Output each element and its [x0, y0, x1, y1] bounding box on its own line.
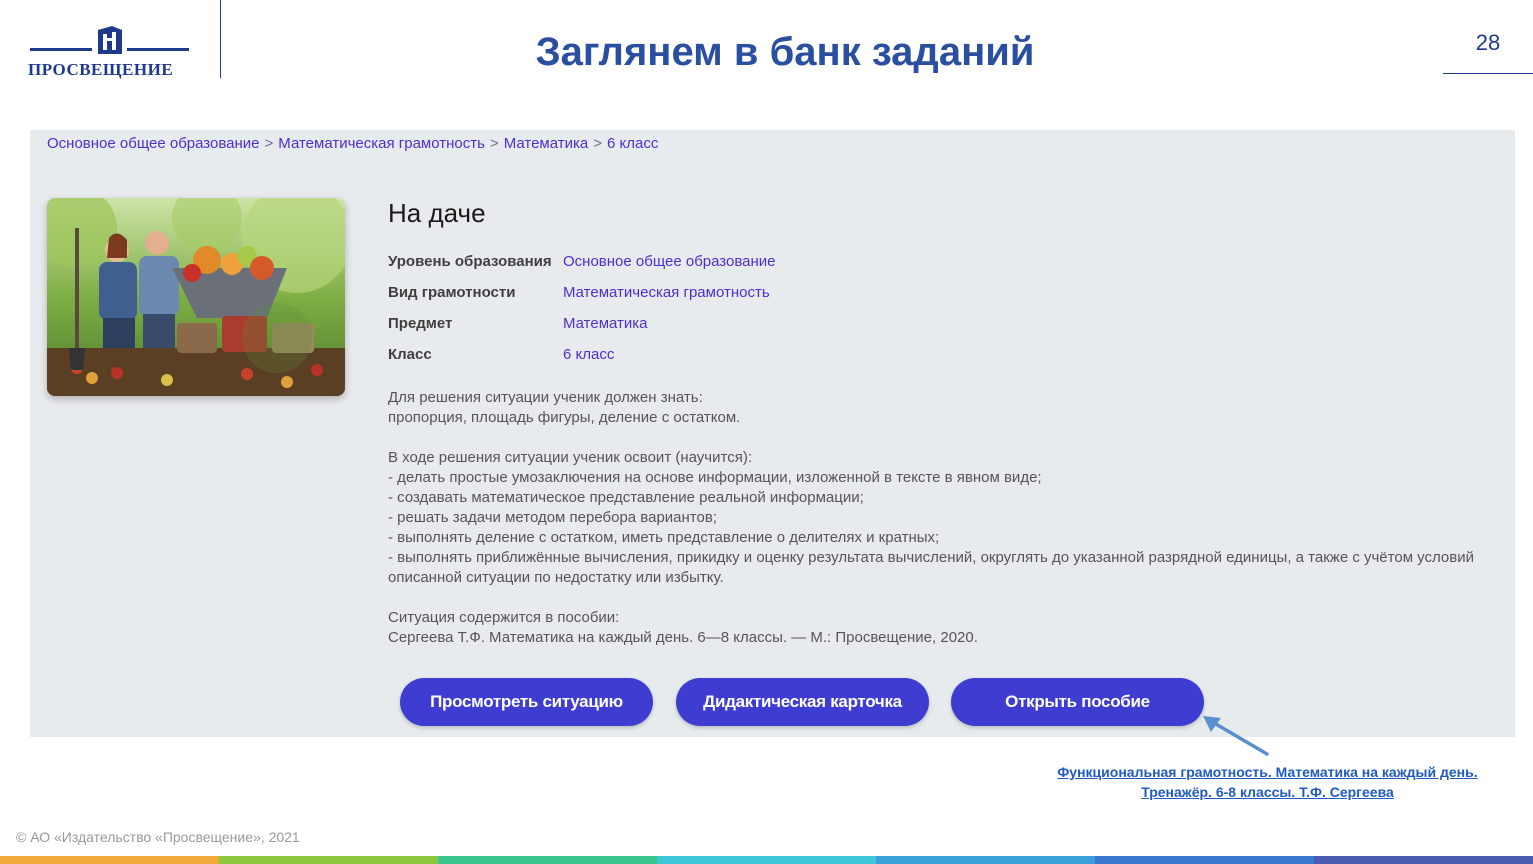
book-link[interactable] — [1020, 762, 1515, 802]
breadcrumb — [47, 135, 658, 152]
breadcrumb-item-literacy[interactable]: Математическая грамотность — [278, 135, 485, 152]
breadcrumb-item-level[interactable]: Основное общее образование — [47, 135, 260, 152]
learns-item: - делать простые умозаключения на основе информации, изложенной в тексте в явном виде; — [388, 469, 1042, 486]
task-bank-screenshot — [30, 130, 1515, 737]
copyright: © АО «Издательство «Просвещение», 2021 — [16, 829, 300, 845]
garden-photo-image — [47, 198, 345, 396]
meta-label: Вид грамотности — [388, 284, 516, 301]
meta-value-link[interactable]: Основное общее образование — [563, 253, 776, 270]
learns-item: - выполнять приближённые вычисления, прикидку и оценку результата вычислений, округлять до указанной разрядной единицы, а также с учётом условий описанной ситуации по недостатку или избытку. — [388, 549, 1474, 586]
meta-label: Уровень образования — [388, 253, 552, 270]
meta-row — [388, 284, 1088, 306]
meta-value-link[interactable]: Математическая грамотность — [563, 284, 770, 301]
breadcrumb-separator: > — [489, 135, 499, 152]
open-book-button[interactable]: Открыть пособие — [951, 678, 1204, 726]
slide-title: Заглянем в банк заданий — [535, 30, 1035, 74]
breadcrumb-item-grade[interactable]: 6 класс — [606, 135, 659, 152]
meta-label: Предмет — [388, 315, 453, 332]
view-situation-button[interactable]: Просмотреть ситуацию — [400, 678, 653, 726]
source-title: Ситуация содержится в пособии: — [388, 609, 620, 626]
page-number-underline — [1443, 73, 1533, 74]
meta-row — [388, 253, 1088, 275]
knows-title: Для решения ситуации ученик должен знать: — [388, 389, 703, 406]
task-photo — [47, 198, 345, 396]
color-segment — [219, 856, 438, 864]
color-segment — [1314, 856, 1533, 864]
page-number: 28 — [1475, 30, 1501, 55]
breadcrumb-separator: > — [264, 135, 274, 152]
knows-text: пропорция, площадь фигуры, деление с остатком. — [388, 409, 741, 426]
task-title: На даче — [388, 198, 486, 228]
spacer — [388, 428, 1513, 448]
learns-item: - решать задачи методом перебора вариантов; — [388, 509, 717, 526]
logo-text: ПРОСВЕЩЕНИЕ — [28, 60, 174, 79]
learns-title: В ходе решения ситуации ученик освоит (научится): — [388, 449, 752, 466]
breadcrumb-separator: > — [593, 135, 602, 152]
meta-label: Класс — [388, 346, 432, 363]
source-text: Сергеева Т.Ф. Математика на каждый день. 6—8 классы. — М.: Просвещение, 2020. — [388, 629, 978, 646]
book-link-line[interactable]: Функциональная грамотность. Математика на каждый день. — [1057, 764, 1478, 780]
learns-item: - выполнять деление с остатком, иметь представление о делителях и кратных; — [388, 529, 940, 546]
learns-item: - создавать математическое представление реальной информации; — [388, 489, 864, 506]
meta-value-link[interactable]: Математика — [563, 315, 648, 332]
spacer — [388, 588, 1513, 608]
didactic-card-button[interactable]: Дидактическая карточка — [676, 678, 929, 726]
header-divider — [220, 0, 221, 78]
color-bar — [0, 856, 1533, 864]
color-segment — [0, 856, 219, 864]
logo-icon — [28, 24, 193, 58]
meta-row — [388, 346, 1088, 368]
color-segment — [438, 856, 657, 864]
task-description — [388, 388, 1513, 648]
breadcrumb-item-subject[interactable]: Математика — [503, 135, 589, 152]
meta-value-link[interactable]: 6 класс — [563, 346, 615, 363]
book-link-line[interactable]: Тренажёр. 6-8 классы. Т.Ф. Сергеева — [1141, 784, 1394, 800]
color-segment — [876, 856, 1095, 864]
publisher-logo — [28, 24, 193, 80]
color-segment — [1095, 856, 1314, 864]
color-segment — [657, 856, 876, 864]
arrow-up-left-icon — [1195, 712, 1275, 762]
meta-row — [388, 315, 1088, 337]
